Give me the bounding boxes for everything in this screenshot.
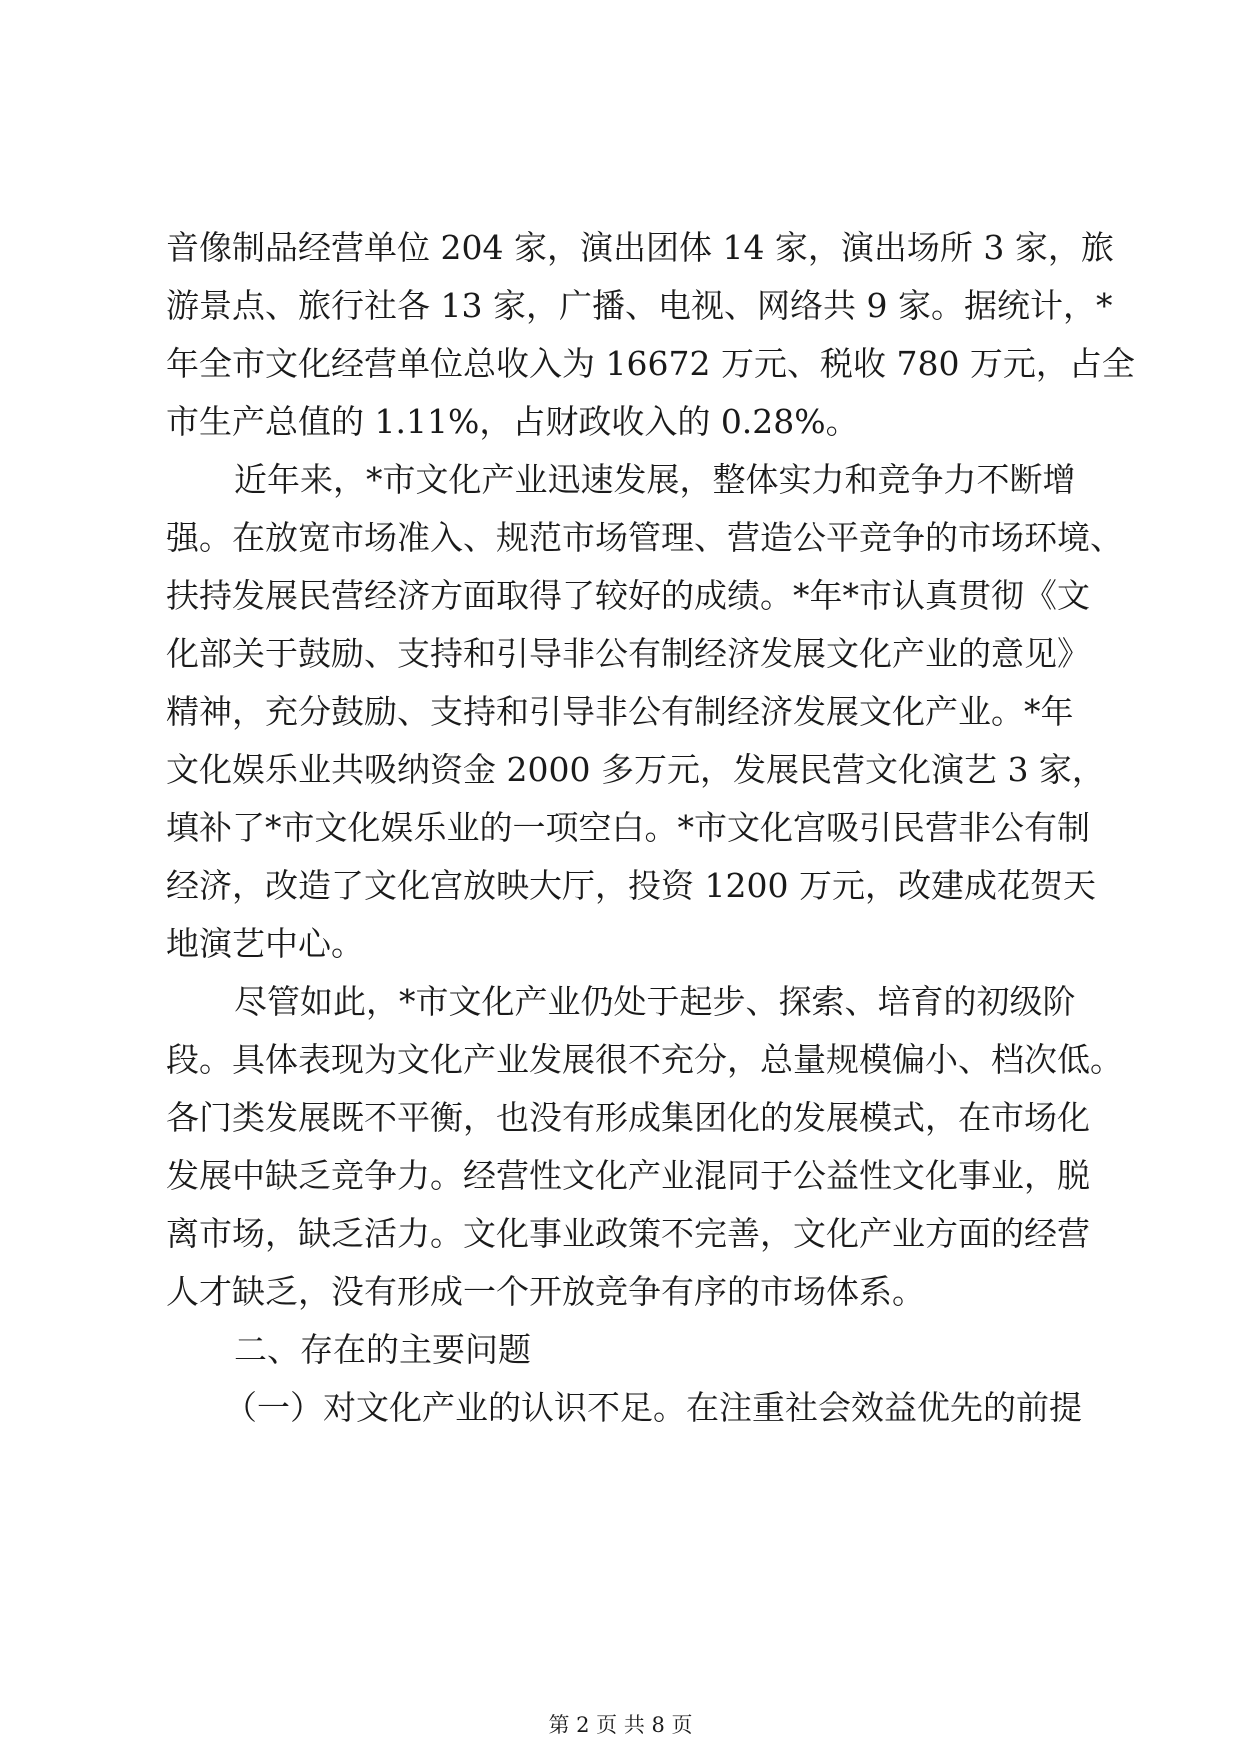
text-line: 填补了*市文化娱乐业的一项空白。*市文化宫吸引民营非公有制	[166, 808, 1090, 847]
paragraph-first-line: 近年来，*市文化产业迅速发展，整体实力和竞争力不断增	[234, 460, 1076, 499]
text-line: 离市场，缺乏活力。文化事业政策不完善，文化产业方面的经营	[166, 1214, 1090, 1253]
text-line: 各门类发展既不平衡，也没有形成集团化的发展模式，在市场化	[166, 1098, 1090, 1137]
text-line: 扶持发展民营经济方面取得了较好的成绩。*年*市认真贯彻《文	[166, 576, 1090, 615]
paragraph-first-line: 尽管如此，*市文化产业仍处于起步、探索、培育的初级阶	[234, 982, 1076, 1021]
section-heading: 二、存在的主要问题	[234, 1330, 531, 1369]
text-line: 市生产总值的 1.11%，占财政收入的 0.28%。	[166, 402, 859, 441]
text-line: 段。具体表现为文化产业发展很不充分，总量规模偏小、档次低。	[166, 1040, 1123, 1079]
text-line: 化部关于鼓励、支持和引导非公有制经济发展文化产业的意见》	[166, 634, 1090, 673]
page-footer: 第 2 页 共 8 页	[548, 1713, 693, 1737]
text-line: 音像制品经营单位 204 家，演出团体 14 家，演出场所 3 家，旅	[166, 228, 1114, 267]
text-line: 经济，改造了文化宫放映大厅，投资 1200 万元，改建成花贺天	[166, 866, 1096, 905]
text-line: 人才缺乏，没有形成一个开放竞争有序的市场体系。	[166, 1272, 925, 1311]
text-line: 强。在放宽市场准入、规范市场管理、营造公平竞争的市场环境、	[166, 518, 1123, 557]
text-line: 年全市文化经营单位总收入为 16672 万元、税收 780 万元，占全	[166, 344, 1135, 383]
text-line: 游景点、旅行社各 13 家，广播、电视、网络共 9 家。据统计，*	[166, 286, 1113, 325]
text-line: 地演艺中心。	[166, 924, 364, 963]
text-line: 发展中缺乏竞争力。经营性文化产业混同于公益性文化事业，脱	[166, 1156, 1090, 1195]
text-line: 精神，充分鼓励、支持和引导非公有制经济发展文化产业。*年	[166, 692, 1074, 731]
subsection-heading-line: （一）对文化产业的认识不足。在注重社会效益优先的前提	[224, 1388, 1082, 1427]
text-line: 文化娱乐业共吸纳资金 2000 多万元，发展民营文化演艺 3 家，	[166, 750, 1105, 789]
